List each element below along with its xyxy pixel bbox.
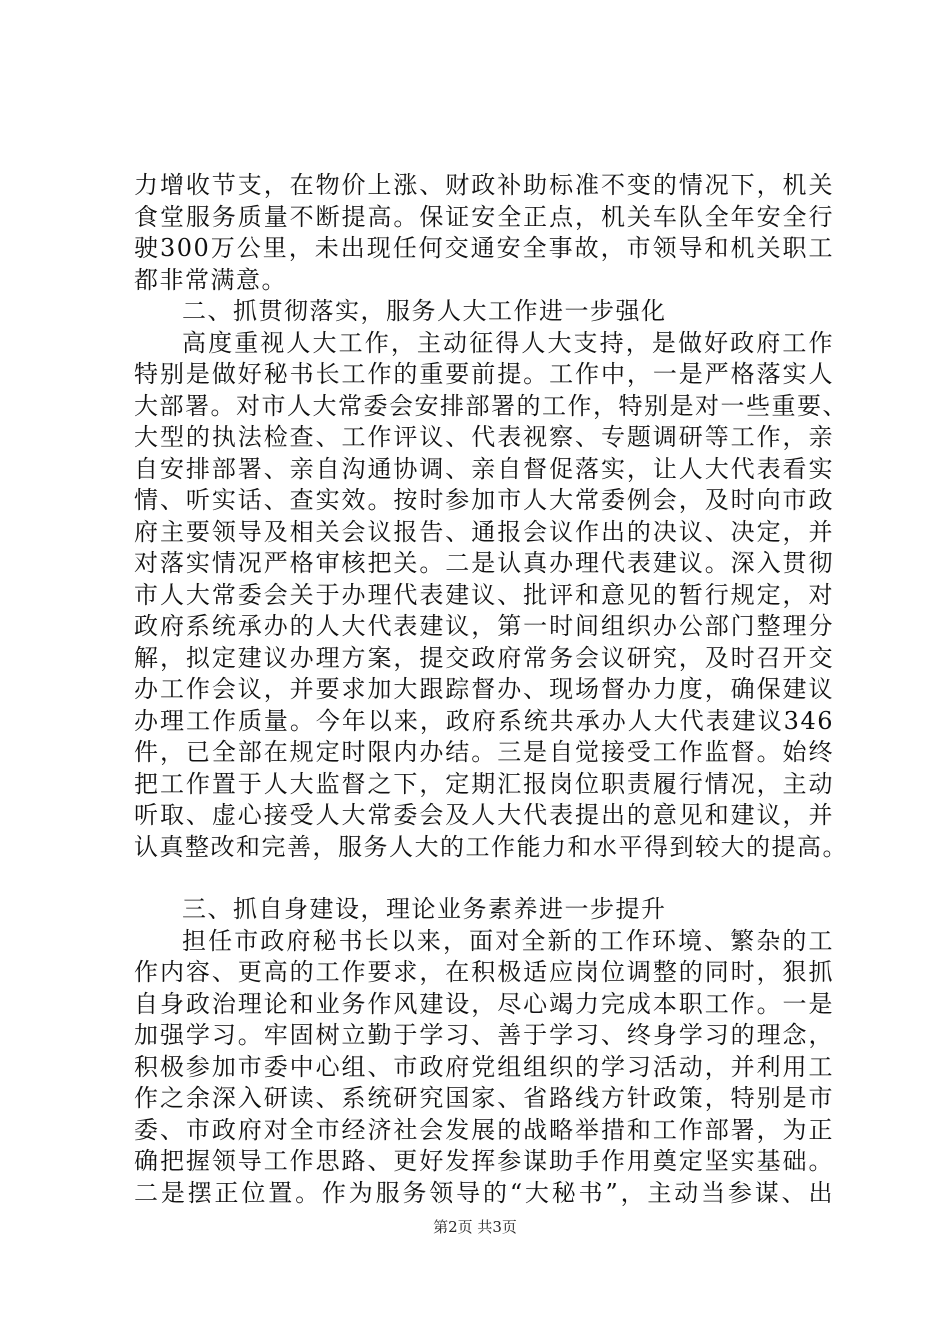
paragraph-line: 确把握领导工作思路、更好发挥参谋助手作用奠定坚实基础。 [134,1147,834,1175]
paragraph-line: 大部署。对市人大常委会安排部署的工作，特别是对一些重要、 [134,391,848,420]
paragraph-line: 力增收节支，在物价上涨、财政补助标准不变的情况下，机关 [134,171,834,199]
paragraph-line: 担任市政府秘书长以来，面对全新的工作环境、繁杂的工 [182,926,834,955]
paragraph-line: 驶300万公里，未出现任何交通安全事故，市领导和机关职工 [134,234,834,262]
paragraph-line: 把工作置于人大监督之下，定期汇报岗位职责履行情况，主动 [134,769,834,798]
paragraph-line: 自身政治理论和业务作风建设，尽心竭力完成本职工作。一是 [134,989,834,1018]
paragraph-line: 件，已全部在规定时限内办结。三是自觉接受工作监督。始终 [134,738,834,766]
paragraph-line: 作之余深入研读、系统研究国家、省路线方针政策，特别是市 [134,1084,834,1112]
paragraph-line: 高度重视人大工作，主动征得人大支持，是做好政府工作 [182,328,834,357]
page-footer: 第2页 共3页 [433,1218,517,1236]
paragraph-line: 府主要领导及相关会议报告、通报会议作出的决议、决定，并 [134,517,834,546]
paragraph-line: 大型的执法检查、工作评议、代表视察、专题调研等工作，亲 [134,423,834,451]
paragraph-line: 认真整改和完善，服务人大的工作能力和水平得到较大的提高。 [134,832,848,861]
paragraph-line: 二是摆正位置。作为服务领导的“大秘书”，主动当参谋、出 [134,1178,834,1207]
paragraph-line: 特别是做好秘书长工作的重要前提。工作中，一是严格落实人 [134,360,834,388]
paragraph-line: 情、听实话、查实效。按时参加市人大常委例会，及时向市政 [134,486,834,514]
paragraph-line: 办工作会议，并要求加大跟踪督办、现场督办力度，确保建议 [134,675,834,703]
paragraph-line: 食堂服务质量不断提高。保证安全正点，机关车队全年安全行 [134,202,834,231]
paragraph-line: 对落实情况严格审核把关。二是认真办理代表建议。深入贯彻 [134,549,834,577]
paragraph-line: 作内容、更高的工作要求，在积极适应岗位调整的同时，狠抓 [134,958,834,986]
paragraph-line: 积极参加市委中心组、市政府党组组织的学习活动，并利用工 [134,1052,834,1081]
document-body [134,170,848,1209]
section-heading: 三、抓自身建设，理论业务素养进一步提升 [182,895,667,923]
paragraph-line: 加强学习。牢固树立勤于学习、善于学习、终身学习的理念， [134,1021,834,1049]
paragraph-gap [134,863,834,894]
paragraph-line: 政府系统承办的人大代表建议，第一时间组织办公部门整理分 [134,612,834,640]
paragraph-line: 解，拟定建议办理方案，提交政府常务会议研究，及时召开交 [134,643,834,672]
paragraph-line: 市人大常委会关于办理代表建议、批评和意见的暂行规定，对 [134,580,834,609]
paragraph-line: 听取、虚心接受人大常委会及人大代表提出的意见和建议，并 [134,801,834,829]
paragraph-line: 办理工作质量。今年以来，政府系统共承办人大代表建议346 [134,706,834,735]
section-heading: 二、抓贯彻落实，服务人大工作进一步强化 [182,297,667,325]
paragraph-line: 自安排部署、亲自沟通协调、亲自督促落实，让人大代表看实 [134,454,834,483]
paragraph-line: 都非常满意。 [134,265,287,294]
paragraph-line: 委、市政府对全市经济社会发展的战略举措和工作部署，为正 [134,1115,834,1144]
